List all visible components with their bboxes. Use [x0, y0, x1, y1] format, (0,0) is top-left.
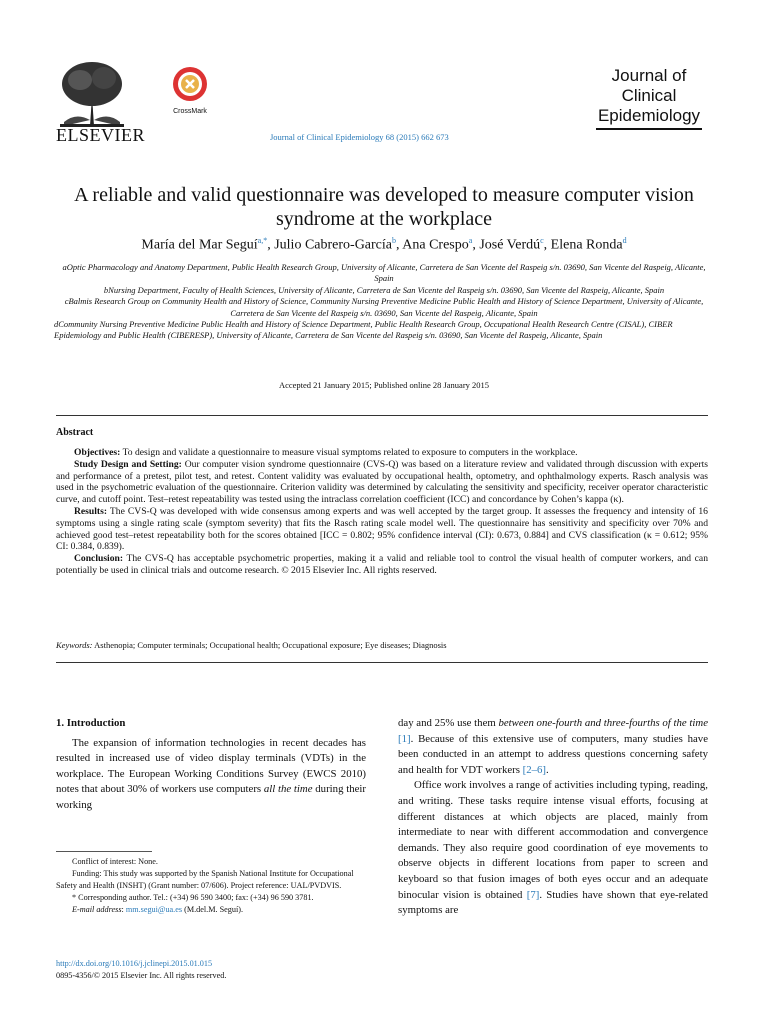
author-list: María del Mar Seguí$^{a,*}$, Julio Cabrero-García$^b$, Ana Crespo$^a$, José Verdú$^c$, Elena Ronda$^d$: [141, 236, 627, 253]
issn-copyright: 0895-4356/© 2015 Elsevier Inc. All rights reserved.: [56, 971, 227, 980]
section-heading: 1. Introduction: [56, 717, 126, 729]
journal-citation[interactable]: Journal of Clinical Epidemiology 68 (2015) 662 673: [270, 132, 449, 142]
author-affiliation-mark[interactable]: a,*: [257, 236, 268, 245]
body-column-left: [56, 716, 366, 814]
keywords: [56, 640, 708, 650]
footnotes: [56, 856, 366, 916]
crossmark-label: CrossMark: [173, 108, 207, 115]
affiliation-item: cBalmis Research Group on Community Health and History of Science, Community Nursing Preventive Medicine Public Health and History of Science Department, University of Alicante, Carretera de San Vicente del Raspeig s/n. 03690, San Vicente del Raspeig, Alicante, Spain: [64, 296, 704, 318]
email-name: (M.del.M. Seguí).: [184, 905, 243, 914]
reference-link[interactable]: [2–6]: [522, 763, 547, 776]
author-name[interactable]: José Verdú: [479, 237, 541, 253]
abstract-body: [56, 447, 708, 577]
abstract-text: To design and validate a questionnaire to measure visual symptoms related to exposure to computers in the workplace.: [122, 447, 578, 458]
elsevier-tree-logo: [56, 56, 128, 128]
affiliation-item: dCommunity Nursing Preventive Medicine Public Health and History of Science Department, Public Health Research Group, Occupational Health Research Centre (CISAL), CIBER Epidemiology and Public Health (CIBERESP), University of Alicante, Carretera de San Vicente del Raspeig s/n. 03690, San Vicente del Raspeig, Alicante, Spain: [54, 319, 673, 341]
journal-title-line: Journal of: [611, 66, 687, 85]
body-text: day and 25% use them: [398, 717, 499, 729]
footnote-email: E-mail address: mm.segui@ua.es (M.del.M. Seguí).: [72, 905, 243, 914]
abstract-objectives: [56, 447, 708, 459]
keywords-text: Asthenopia; Computer terminals; Occupational health; Occupational exposure; Eye diseases; Diagnosis: [94, 640, 447, 650]
affiliation-item: bNursing Department, Faculty of Health Sciences, University of Alicante, Carretera de San Vicente del Raspeig s/n. 03690, San Vicente del Raspeig, Alicante, Spain: [103, 284, 665, 295]
abstract-conclusion: [56, 553, 708, 577]
abstract-text: Our computer vision syndrome questionnaire (CVS-Q) was based on a literature review and validated through discussion with experts and performance of a pretest, pilot test, and retest. Content validity was evaluated by occupational health, optometry, and ophthalmology experts. Rasch analysis was used in the psychometric evaluation of the questionnaire. Criterion validity was determined by calculating the sensitivity and specificity, receiver operator characteristic curve, and cutoff point. Test–retest repeatability was tested using the intraclass correlation coefficient (ICC) and concordance by Cohen’s kappa (κ).: [56, 458, 708, 506]
email-link[interactable]: mm.segui@ua.es: [125, 905, 183, 914]
reference-link[interactable]: [7]: [526, 888, 540, 901]
journal-title-block: [596, 66, 702, 130]
body-text: Office work involves a range of activities including typing, reading, and writing. These tasks require intense visual efforts, focusing at different distances at which objects are placed, mainly from intermediate to near with different accommodation and convergence demands. They also require good coordination of eye movements to observe objects in different locations from paper to screen and keyboard so that fusion images of both eyes occur and an adequate binocular vision is obtained: [398, 779, 708, 901]
doi-link[interactable]: http://dx.doi.org/10.1016/j.jclinepi.2015.01.015: [56, 959, 213, 968]
divider: [56, 662, 708, 663]
author-name[interactable]: Elena Ronda: [550, 237, 623, 253]
footnote-funding: Funding: This study was supported by the Spanish National Institute for Occupational Safety and Health (INSHT) (Grant number: 07/606). Project reference: UAL/PVDVIS.: [56, 869, 354, 890]
footnote-corresponding: * Corresponding author. Tel.: (+34) 96 590 3400; fax: (+34) 96 590 3781.: [72, 893, 314, 902]
body-paragraph: day and 25% use them between one-fourth and three-fourths of the time [1]. Because of this extensive use of computers, many studies have been conducted in an attempt to address questions concerning safety and health for VDT workers [2–6].: [398, 717, 708, 776]
footnote-conflict: Conflict of interest: None.: [72, 857, 158, 866]
email-label: E-mail address: [72, 905, 122, 914]
abstract-text: The CVS-Q was developed with wide consensus among experts and was well accepted by the target group. It assesses the frequency and intensity of 16 symptoms using a single rating scale (symptom severity) that fits the Rasch rating scale model well. The questionnaire has sensitivity and specificity over 70% and achieved good test–retest repeatability both for the scores obtained [ICC = 0.802; 95% confidence interval (CI): 0.673, 0.884] and CVS classification (κ = 0.612; 95% CI: 0.384, 0.839).: [56, 505, 708, 553]
body-text: . Studies have shown that eye-related symptoms are: [398, 888, 708, 917]
article-title: A reliable and valid questionnaire was developed to measure computer vision syndrome at the workplace: [74, 184, 694, 230]
body-emphasis: between one-fourth and three-fourths of the time: [498, 717, 708, 729]
doi-block: [56, 958, 226, 982]
author-affiliation-mark[interactable]: c: [540, 236, 544, 245]
abstract-design: [56, 459, 708, 506]
body-text: The expansion of information technologies in recent decades has resulted in increased use of video display terminals (VDTs) in the workplace. The European Working Conditions Survey (EWCS 2010) notes that about 30% of workers use computers: [56, 736, 366, 796]
body-emphasis: all the time: [263, 783, 313, 796]
abstract-label: Study Design and Setting:: [74, 458, 182, 470]
reference-link[interactable]: [1]: [398, 732, 411, 745]
divider: [56, 415, 708, 416]
author-affiliation-mark[interactable]: b: [392, 236, 397, 245]
body-paragraph: [398, 778, 708, 918]
abstract-label: Conclusion:: [74, 553, 124, 565]
abstract-label: Results:: [74, 505, 108, 517]
author-name[interactable]: Ana Crespo: [402, 237, 469, 253]
abstract-results: [56, 506, 708, 553]
body-paragraph: [56, 736, 366, 814]
affiliations: [54, 262, 714, 342]
footnote-divider: [56, 851, 152, 852]
author-name[interactable]: Julio Cabrero-García: [274, 237, 393, 253]
abstract-heading: Abstract: [56, 427, 94, 438]
author-affiliation-mark[interactable]: d: [622, 236, 627, 245]
journal-title-line: Epidemiology: [597, 106, 701, 125]
keywords-label: Keywords:: [56, 640, 93, 650]
abstract-text: The CVS-Q has acceptable psychometric properties, making it a valid and reliable tool to control the visual health of computer workers, and can potentially be used in clinical trials and outcome research. © 2015 Elsevier Inc. All rights reserved.: [56, 553, 708, 576]
abstract-label: Objectives:: [74, 447, 121, 458]
crossmark-icon: [172, 66, 208, 102]
body-text: . Because of this extensive use of computers, many studies have been conducted in an attempt to address questions concerning safety and health for VDT workers: [398, 732, 708, 776]
affiliation-item: aOptic Pharmacology and Anatomy Department, Public Health Research Group, University of Alicante, Carretera de San Vicente del Raspeig s/n. 03690, San Vicente del Raspeig, Alicante, Spain: [62, 262, 706, 284]
journal-title-line: Clinical: [621, 86, 677, 105]
publication-dates: Accepted 21 January 2015; Published online 28 January 2015: [278, 380, 490, 390]
crossmark-badge[interactable]: [172, 66, 208, 115]
publisher-name: ELSEVIER: [56, 125, 145, 145]
author-name[interactable]: María del Mar Seguí: [141, 237, 258, 253]
body-text: during their working: [56, 783, 366, 811]
author-affiliation-mark[interactable]: a: [468, 236, 473, 245]
body-column-right: [398, 716, 708, 919]
